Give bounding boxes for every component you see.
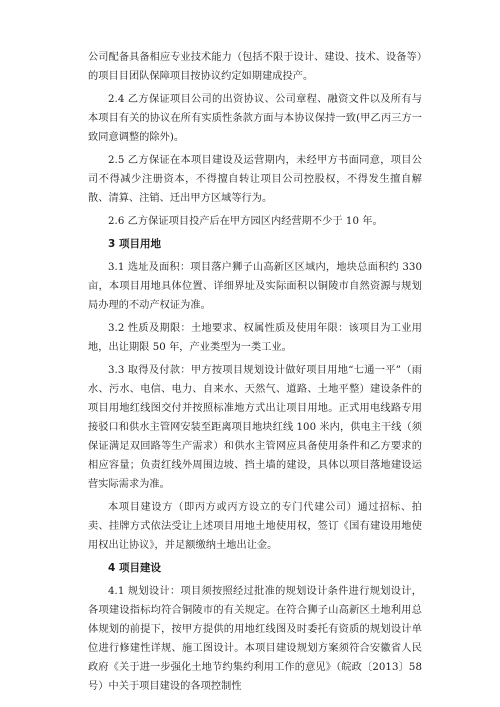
- clause-3-1: 3.1 选址及面积：项目落户狮子山高新区区域内，地块总面积约 330 亩，本项目用地具体位置、详细界址及实际面积以铜陵市自然资源与规划局办理的不动产权证为准。: [88, 262, 422, 311]
- clause-2-6: 2.6 乙方保证项目投产后在甲方园区内经营期不少于 10 年。: [108, 216, 383, 227]
- clause-3-3: 3.3 取得及付款：甲方按项目规划设计做好项目用地“七通一平”（雨水、污水、电信、电力、自来水、天然气、道路、土地平整）建设条件的项目用地红线图交付并按照标准地方式出让项目用地。正式用电线路专用接驳口和供水主管网安装至距离项目地块红线 100 米内，供电主干线（须保证满足双回路等生产需求）和供水主管网应具备使用条件和乙方要求的相应容量；负责红线外周围边坡、挡土墙的建设，具体以项目落地建设运营实际需求为准。: [88, 365, 422, 490]
- clause-4-1: 4.1 规划设计：项目须按照经过批准的规划设计条件进行规划设计，各项建设指标均符合铜陵市的有关规定。在符合狮子山高新区土地利用总体规划的前提下，按甲方提供的用地红线图及时委托有资质的规划设计单位进行修建性详规、施工图设计。本项目建设规划方案须符合安徽省人民政府《关于进一步强化土地节约集约利用工作的意见》（皖政〔2013〕58 号）中关于项目建设的各项控制性: [88, 586, 422, 692]
- section-heading-project-construction: 4 项目建设: [108, 562, 161, 574]
- clause-2-4: 2.4 乙方保证项目公司的出资协议、公司章程、融资文件以及所有与本项目有关的协议在所有实质性条款方面与本协议保持一致(甲乙丙三方一致同意调整的除外)。: [88, 94, 422, 143]
- section-heading-land-use: 3 项目用地: [108, 238, 161, 250]
- clause-3-2: 3.2 性质及期限：土地要求、权属性质及使用年限：该项目为工业用地，出让期限 50 年，产业类型为一类工业。: [88, 323, 422, 353]
- paragraph-land-transfer: 本项目建设方（即丙方或丙方设立的专门代建公司）通过招标、拍卖、挂牌方式依法受让上述项目用地土地使用权，签订《国有建设用地使用权出让协议》，并足额缴纳土地出让金。: [88, 502, 422, 551]
- document-body: [88, 48, 422, 700]
- paragraph-continuation: 公司配备具备相应专业技术能力（包括不限于设计、建设、技术、设备等）的项目目团队保障项目按协议约定如期建成投产。: [88, 52, 422, 82]
- clause-2-5: 2.5 乙方保证在本项目建设及运营期内，未经甲方书面同意，项目公司不得减少注册资本，不得擅自转让项目公司控股权，不得发生擅自解散、清算、注销、迁出甲方区域等行为。: [88, 155, 422, 204]
